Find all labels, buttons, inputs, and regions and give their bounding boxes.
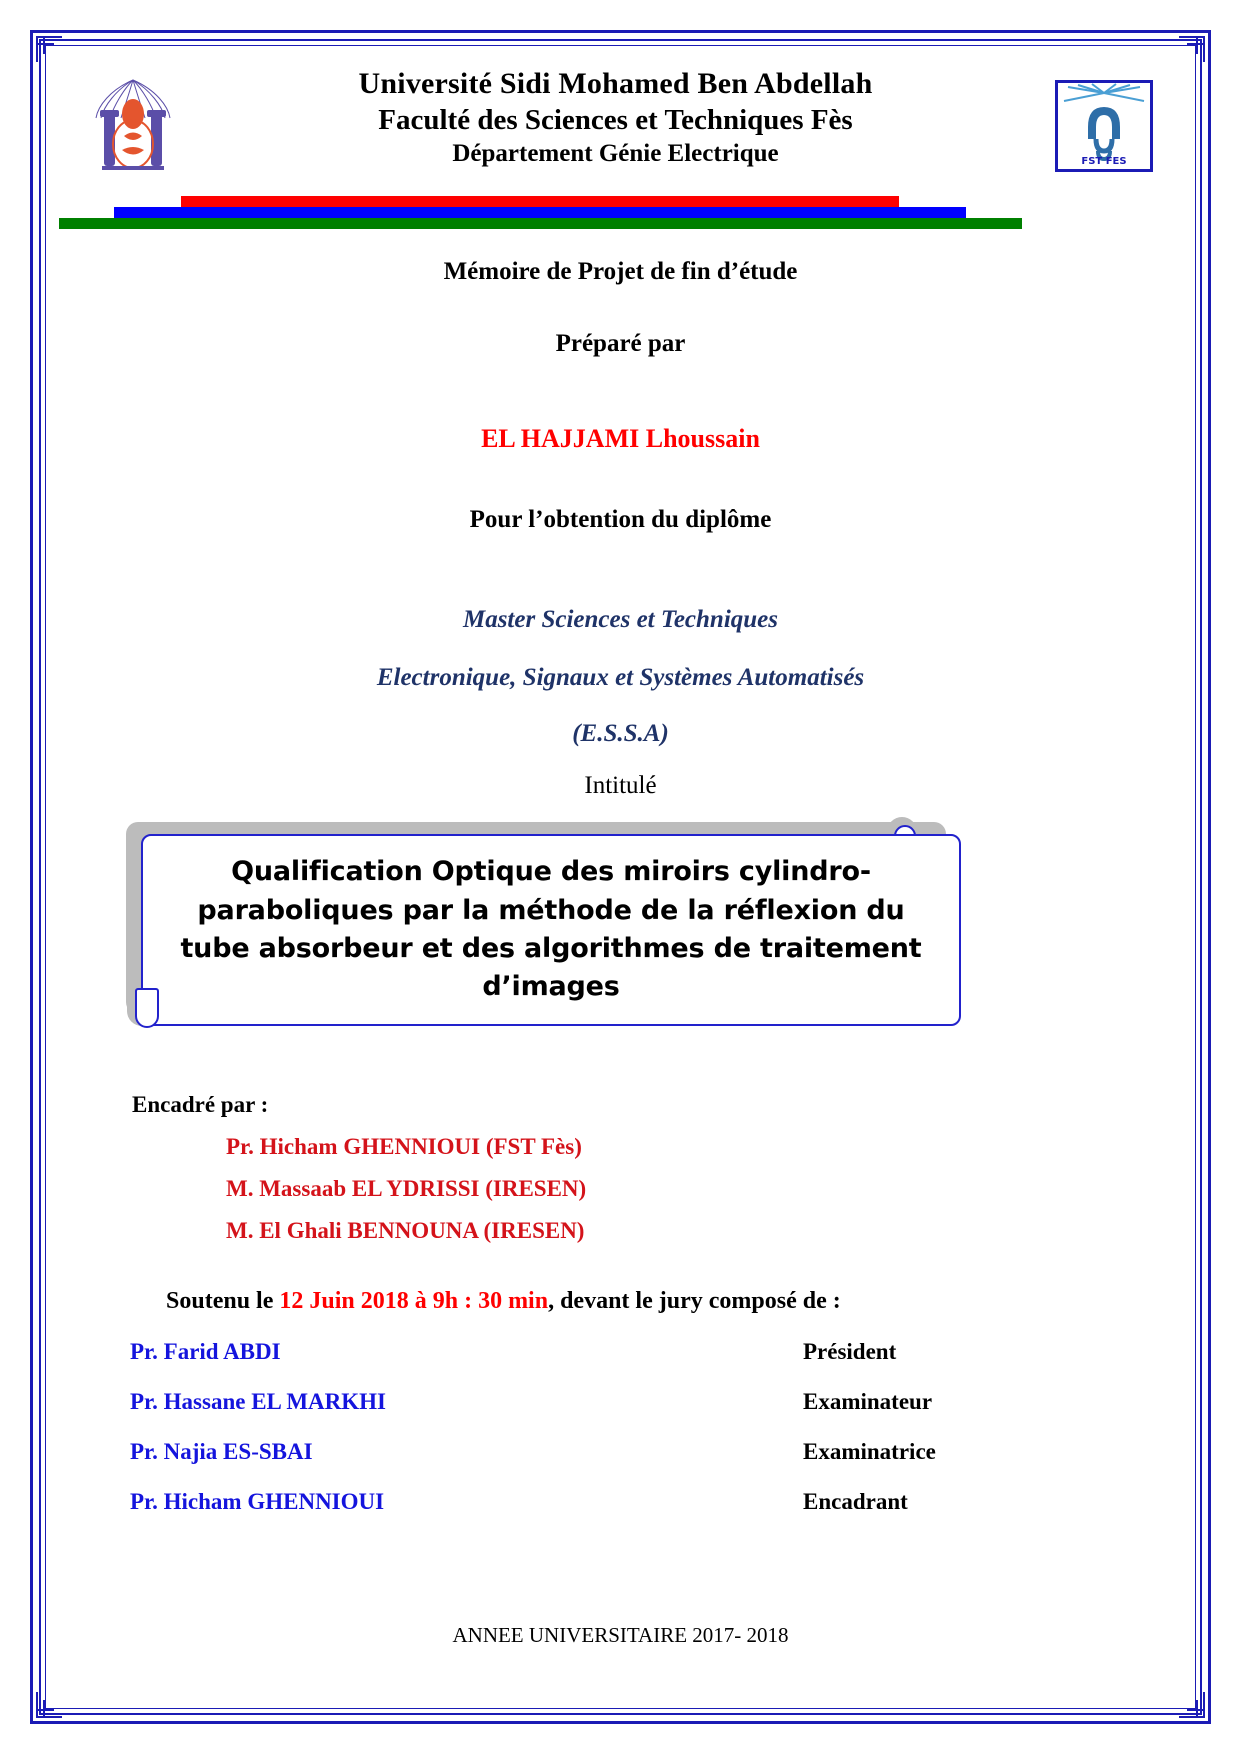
jury-member-name: Pr. Hassane EL MARKHI xyxy=(130,1389,387,1414)
prepared-by-label: Préparé par xyxy=(555,330,686,357)
university-name: Université Sidi Mohamed Ben Abdellah xyxy=(358,67,873,100)
table-row xyxy=(130,1339,1003,1365)
usmba-university-crest-logo xyxy=(90,74,176,178)
author-name: EL HAJJAMI Lhoussain xyxy=(481,424,760,453)
entitled-label: Intitulé xyxy=(584,772,657,799)
supervision-label: Encadré par : xyxy=(132,1092,269,1117)
fst-fes-logo-caption: FST FES xyxy=(1081,156,1127,167)
department-name: Département Génie Electrique xyxy=(452,139,779,167)
thesis-title: Qualification Optique des miroirs cylindro-paraboliques par la méthode de la réflexion du tube absorbeur et des algorithmes de traitement d’images xyxy=(180,856,922,1003)
jury-member-name: Pr. Najia ES-SBAI xyxy=(130,1439,313,1464)
list-item: Pr. Hicham GHENNIOUI (FST Fès) xyxy=(226,1134,582,1159)
list-item: M. El Ghali BENNOUNA (IRESEN) xyxy=(226,1218,585,1243)
degree-name: Master Sciences et Techniques xyxy=(462,606,779,633)
defense-suffix: , devant le jury composé de : xyxy=(548,1288,841,1314)
jury-member-role: Président xyxy=(803,1339,897,1364)
jury-member-role: Examinatrice xyxy=(803,1439,936,1464)
cover-main-text xyxy=(48,258,1193,800)
page-content xyxy=(48,48,1193,1706)
jury-member-role: Examinateur xyxy=(803,1389,933,1414)
list-item: M. Massaab EL YDRISSI (IRESEN) xyxy=(226,1176,587,1201)
document-header xyxy=(48,66,1193,186)
table-row xyxy=(130,1389,1003,1415)
supervision-section xyxy=(48,1092,1193,1244)
jury-member-name: Pr. Farid ABDI xyxy=(130,1339,281,1364)
scroll-panel xyxy=(141,834,961,1026)
defense-date: 12 Juin 2018 à 9h : 30 min xyxy=(279,1288,549,1314)
document-type-label: Mémoire de Projet de fin d’étude xyxy=(443,258,798,285)
jury-table xyxy=(48,1339,1193,1515)
fst-fes-logo xyxy=(1055,80,1153,172)
jury-member-name: Pr. Hicham GHENNIOUI xyxy=(130,1489,385,1514)
supervisor-list xyxy=(132,1134,1193,1244)
rule-bar-red xyxy=(181,196,899,207)
scroll-curl-bottom-left-icon xyxy=(127,988,163,1032)
degree-specialty: Electronique, Signaux et Systèmes Automatisés xyxy=(376,664,865,691)
degree-acronym: (E.S.S.A) xyxy=(572,720,669,747)
degree-purpose-label: Pour l’obtention du diplôme xyxy=(469,506,772,533)
thesis-title-scroll xyxy=(48,814,1193,1044)
defense-statement xyxy=(48,1288,1193,1315)
table-row xyxy=(130,1439,1003,1465)
academic-year-footer: ANNEE UNIVERSITAIRE 2017- 2018 xyxy=(452,1623,789,1647)
rule-bar-green xyxy=(59,218,1022,229)
university-title-block xyxy=(198,66,1033,170)
table-row xyxy=(130,1489,1003,1515)
tricolor-rule xyxy=(48,196,1193,236)
rule-bar-blue xyxy=(114,207,966,218)
faculty-name: Faculté des Sciences et Techniques Fès xyxy=(378,103,853,136)
jury-member-role: Encadrant xyxy=(803,1489,908,1514)
defense-prefix: Soutenu le xyxy=(166,1288,280,1314)
